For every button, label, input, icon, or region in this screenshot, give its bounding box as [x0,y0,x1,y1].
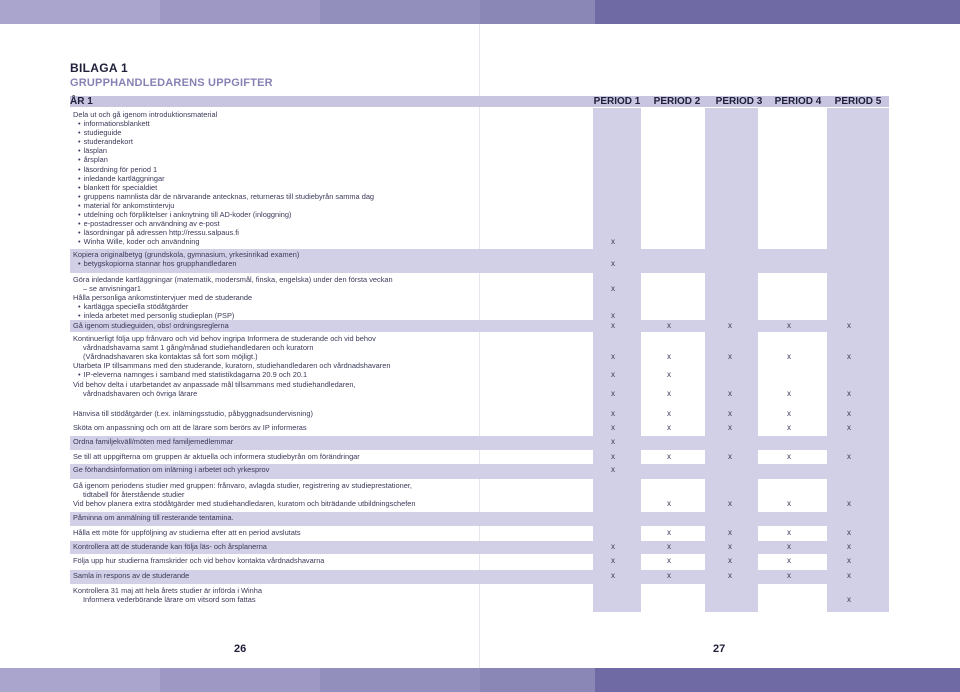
period-1-mark: x [611,259,615,269]
period-5-mark: x [847,542,851,551]
task-bullet-item: • studieguide [73,128,374,137]
period-3-mark: x [728,452,732,461]
row-shade [70,570,889,584]
task-line: Informera vederbörande lärare om vitsord som fattas [83,595,256,605]
task-line: Vid behov delta i utarbetandet av anpassade mål tillsammans med studiehandledaren, [73,380,356,389]
task-line: Hålla personliga ankomstintervjuer med de studerande [73,293,253,302]
task-row [73,250,299,268]
period-2-mark: x [667,389,671,399]
period-2-mark: x [667,542,671,551]
period-1-mark: x [611,437,615,446]
task-bullet-item: • Winha Wille, koder och användning [73,237,374,246]
page-number-left: 26 [234,643,247,655]
period-5-mark: x [847,556,851,565]
task-row [73,542,267,551]
period-1-mark: x [611,370,615,380]
period-2-mark: x [667,352,671,362]
task-line: Ge förhandsinformation om inlärning i arbetet och yrkesprov [73,465,270,474]
task-row [73,528,301,537]
task-line: Dela ut och gå igenom introduktionsmaterial [73,110,218,119]
task-line: Ordna familjekväll/möten med familjemedlemmar [73,437,234,446]
task-row [73,437,233,446]
period-1-mark: x [611,237,615,247]
period-5-mark: x [847,321,851,330]
table-header [70,96,889,107]
period-5-mark: x [847,571,851,580]
task-row [73,481,416,508]
period-4-mark: x [787,423,791,432]
task-line: Göra inledande kartläggningar (matematik, modersmål, finska, engelska) under den första veckan [73,275,393,284]
period-4-mark: x [787,528,791,537]
period-1-mark: x [611,465,615,474]
task-line: Påminna om anmälning till resterande tentamina. [73,513,234,522]
task-bullet-item: • blankett för specialdiet [73,183,374,192]
task-row [73,275,393,293]
period-3-header: PERIOD 3 [715,96,763,107]
period-2-mark: x [667,452,671,461]
task-line: Se till att uppgifterna om gruppen är aktuella och informera studiebyrån om förändringar [73,452,360,461]
period-1-mark: x [611,409,615,418]
task-row [73,110,374,246]
period-5-mark: x [847,595,851,605]
period-1-mark: x [611,311,615,321]
period-3-mark: x [728,352,732,362]
period-4-mark: x [787,352,791,362]
period-3-mark: x [728,499,732,509]
period-5-mark: x [847,389,851,399]
period-2-mark: x [667,409,671,418]
task-bullet-item: • inledande kartläggningar [73,174,374,183]
task-bullet-item: • läsordning för period 1 [73,165,374,174]
task-line: Gå igenom studieguiden, obs! ordningsreglerna [73,321,229,330]
task-line: vårdnadshavarna samt 1 gång/månad studiehandledaren och kuratorn [83,343,314,353]
task-line: tidtabell för återstående studier [83,490,185,500]
task-bullet-item: • kartlägga speciella stödåtgärder [73,302,252,311]
task-line: Kontrollera 31 maj att hela årets studier är införda i Winha [73,586,262,595]
period-3-mark: x [728,556,732,565]
page-title: BILAGA 1 [70,61,128,75]
task-bullet-item: • betygskopiorna stannar hos grupphandledaren [73,259,299,268]
period-3-mark: x [728,542,732,551]
period-3-mark: x [728,571,732,580]
task-bullet-item: • gruppens namnlista där de närvarande antecknas, returneras till studiebyrån samma dag [73,192,374,201]
period-5-mark: x [847,409,851,418]
period-3-mark: x [728,528,732,537]
task-row [73,321,229,330]
task-line: Utarbeta IP tillsammans med den studerande, kuratorn, studiehandledaren och vårdnadshavaren [73,361,391,370]
task-line: Vid behov planera extra stödåtgärder med studiehandledaren, kuratorn och biträdande utbildningschefen [73,499,416,509]
period-1-mark: x [611,452,615,461]
task-line: Sköta om anpassning och om att de lärare som berörs av IP informeras [73,423,307,432]
period-4-mark: x [787,556,791,565]
period-4-mark: x [787,542,791,551]
period-1-header: PERIOD 1 [593,96,641,107]
period-3-mark: x [728,321,732,330]
period-4-mark: x [787,452,791,461]
task-row [73,465,269,474]
task-row [73,423,307,432]
task-bullet-item: • e-postadresser och användning av e-post [73,219,374,228]
period-4-mark: x [787,321,791,330]
period-4-mark: x [787,409,791,418]
period-5-mark: x [847,452,851,461]
task-bullet-item: • läsplan [73,146,374,155]
period-4-mark: x [787,389,791,399]
task-line: Hänvisa till stödåtgärder (t.ex. inlärningsstudio, påbyggnadsundervisning) [73,409,313,418]
task-row [73,452,360,461]
task-row [73,571,189,580]
period-5-column-shade [827,108,889,612]
task-bullet-item: • informationsblankett [73,119,374,128]
period-5-mark: x [847,499,851,509]
task-line: vårdnadshavaren och övriga lärare [83,389,198,399]
period-2-mark: x [667,423,671,432]
task-bullet-item: • årsplan [73,155,374,164]
period-1-mark: x [611,542,615,551]
bottom-color-band [0,668,960,692]
top-color-band [0,0,960,24]
task-line: Kontrollera att de studerande kan följa läs- och årsplanerna [73,542,267,551]
period-2-mark: x [667,370,671,380]
task-row [73,513,234,522]
period-5-header: PERIOD 5 [834,96,882,107]
task-line: (Vårdnadshavaren ska kontaktas så fort som möjligt.) [83,352,258,362]
task-bullet-item: • IP-eleverna namnges i samband med statistikdagarna 20.9 och 20.1 [73,370,390,379]
task-line: Kontinuerligt följa upp frånvaro och vid behov ingripa Informera de studerande och vid behov [73,334,376,343]
period-3-mark: x [728,389,732,399]
period-1-mark: x [611,556,615,565]
period-4-mark: x [787,571,791,580]
task-row [73,380,356,398]
task-line: Kopiera originalbetyg (grundskola, gymnasium, yrkesinrikad examen) [73,250,300,259]
task-bullet-item: • material för ankomstintervju [73,201,374,210]
period-5-mark: x [847,423,851,432]
task-row [73,334,376,361]
task-row [73,409,313,418]
task-line: Hålla ett möte för uppföljning av studierna efter att en period avslutats [73,528,301,537]
period-2-mark: x [667,528,671,537]
period-1-mark: x [611,321,615,330]
period-1-mark: x [611,284,615,294]
task-bullet-item: • läsordningar på adressen http://ressu.salpaus.fi [73,228,374,237]
period-4-mark: x [787,499,791,509]
period-1-mark: x [611,423,615,432]
task-bullet-item: • studerandekort [73,137,374,146]
task-line: Gå igenom periodens studier med gruppen: frånvaro, avlagda studier, registrering av studieprestationer, [73,481,412,490]
period-2-mark: x [667,499,671,509]
task-line: – se anvisningar1 [83,284,141,294]
period-5-mark: x [847,352,851,362]
period-4-header: PERIOD 4 [774,96,822,107]
period-1-mark: x [611,352,615,362]
period-2-mark: x [667,571,671,580]
task-row [73,586,262,604]
period-1-mark: x [611,571,615,580]
period-3-mark: x [728,409,732,418]
task-bullet-item: • inleda arbetet med personlig studieplan (PSP) [73,311,252,320]
period-3-mark: x [728,423,732,432]
period-1-mark: x [611,389,615,399]
task-row [73,361,390,379]
period-2-header: PERIOD 2 [653,96,701,107]
task-row [73,293,252,320]
page-number-right: 27 [713,643,726,655]
task-line: Följa upp hur studierna framskrider och vid behov kontakta vårdnadshavarna [73,556,325,565]
period-2-mark: x [667,556,671,565]
year-label: ÅR 1 [70,96,93,107]
task-bullet-item: • utdelning och förpliktelser i anknytning till AD-koder (inloggning) [73,210,374,219]
period-5-mark: x [847,528,851,537]
task-line: Samla in respons av de studerande [73,571,190,580]
page-subtitle: GRUPPHANDLEDARENS UPPGIFTER [70,77,273,89]
task-row [73,556,324,565]
period-2-mark: x [667,321,671,330]
